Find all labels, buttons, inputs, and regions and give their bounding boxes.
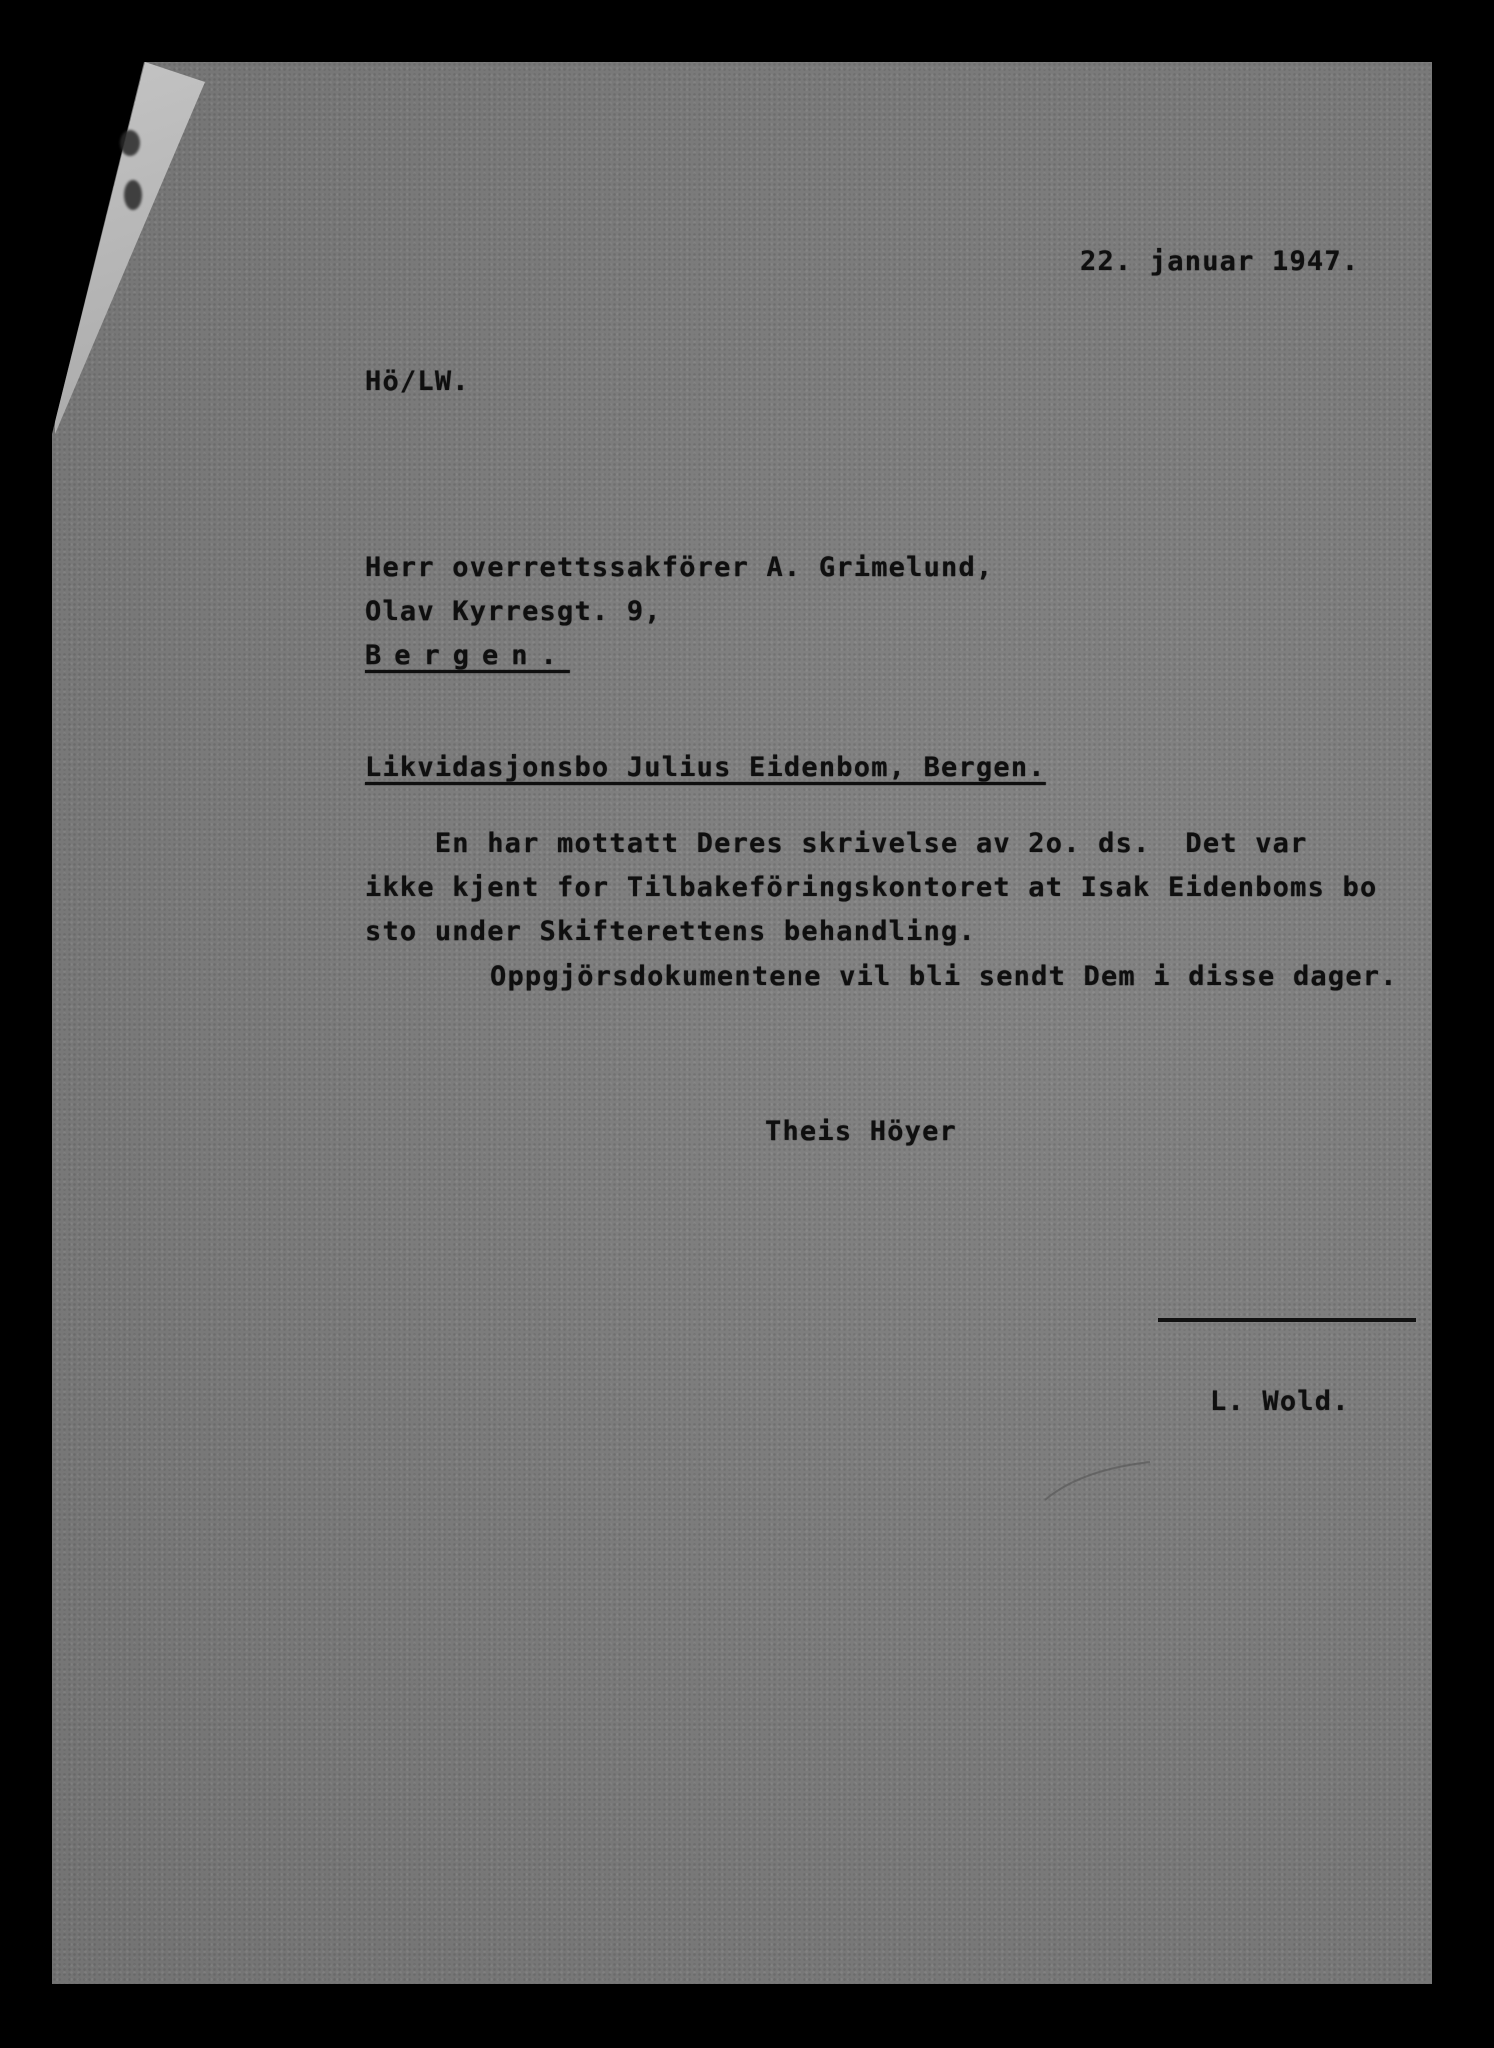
- body-line: Oppgjörsdokumentene vil bli sendt Dem i disse dager.: [490, 961, 1398, 992]
- signer-name: Theis Höyer: [765, 1116, 958, 1147]
- signature-line: [1158, 1318, 1416, 1322]
- paper-sheet: [52, 62, 1432, 1984]
- letter-body: [365, 822, 1377, 954]
- typist-initials: L. Wold.: [1210, 1386, 1350, 1417]
- recipient-city: Bergen.: [365, 640, 570, 671]
- letter-date: 22. januar 1947.: [1080, 246, 1360, 277]
- fold-ink-mark: [124, 180, 142, 210]
- recipient-street: Olav Kyrresgt. 9,: [365, 596, 662, 627]
- body-line: En har mottatt Deres skrivelse av 2o. ds. Det var: [365, 828, 1308, 859]
- fold-ink-mark: [120, 130, 140, 156]
- pen-stroke: [1040, 1450, 1160, 1510]
- body-line: ikke kjent for Tilbakeföringskontoret at Isak Eidenboms bo: [365, 872, 1378, 903]
- recipient-name: Herr overrettssakförer A. Grimelund,: [365, 552, 994, 583]
- letter-subject: Likvidasjonsbo Julius Eidenbom, Bergen.: [365, 752, 1046, 783]
- body-line: sto under Skifterettens behandling.: [365, 916, 976, 947]
- reference-code: Hö/LW.: [365, 366, 470, 397]
